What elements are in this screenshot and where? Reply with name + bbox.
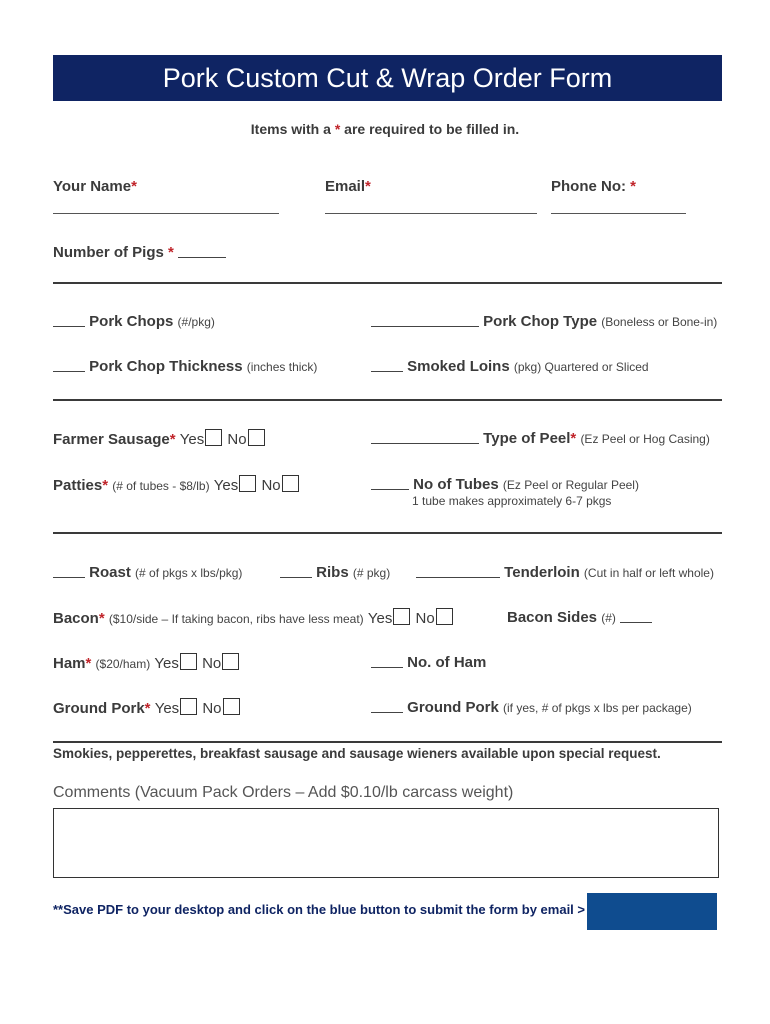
- special-request-note: Smokies, pepperettes, breakfast sausage and sausage wieners available upon special request.: [53, 746, 661, 761]
- ground-yes-checkbox[interactable]: [180, 698, 197, 715]
- divider: [53, 532, 722, 534]
- pork-chops-field[interactable]: [53, 312, 85, 327]
- ground-count-field[interactable]: [371, 698, 403, 713]
- email-label: Email*: [325, 178, 371, 195]
- peel-type-row: Type of Peel* (Ez Peel or Hog Casing): [371, 429, 710, 447]
- phone-field[interactable]: [551, 212, 686, 214]
- bacon-no-checkbox[interactable]: [436, 608, 453, 625]
- bacon-sides-row: Bacon Sides (#): [507, 608, 652, 626]
- tubes-sub-note: 1 tube makes approximately 6-7 pkgs: [412, 494, 612, 508]
- required-note: Items with a * are required to be filled in.: [250, 121, 520, 137]
- farmer-sausage-row: Farmer Sausage* Yes No: [53, 429, 266, 448]
- name-label: Your Name*: [53, 178, 137, 195]
- pigs-field[interactable]: [178, 243, 226, 258]
- divider: [53, 282, 722, 284]
- ground-no-checkbox[interactable]: [223, 698, 240, 715]
- phone-label: Phone No: *: [551, 178, 637, 195]
- ham-row: Ham* ($20/ham) Yes No: [53, 653, 240, 672]
- ground-pork-row: Ground Pork* Yes No: [53, 698, 241, 717]
- roast-row: Roast (# of pkgs x lbs/pkg): [53, 563, 242, 581]
- patties-yes-checkbox[interactable]: [239, 475, 256, 492]
- smoked-loins-row: Smoked Loins (pkg) Quartered or Sliced: [371, 357, 649, 375]
- ground-count-row: Ground Pork (if yes, # of pkgs x lbs per package): [371, 698, 692, 716]
- roast-field[interactable]: [53, 563, 85, 578]
- ribs-field[interactable]: [280, 563, 312, 578]
- tubes-row: No of Tubes (Ez Peel or Regular Peel): [371, 475, 639, 493]
- bacon-yes-checkbox[interactable]: [393, 608, 410, 625]
- tenderloin-field[interactable]: [416, 563, 500, 578]
- tubes-field[interactable]: [371, 475, 409, 490]
- comments-textarea[interactable]: [53, 808, 719, 878]
- divider: [53, 399, 722, 401]
- chop-type-field[interactable]: [371, 312, 479, 327]
- ribs-row: Ribs (# pkg): [280, 563, 390, 581]
- chop-type-row: Pork Chop Type (Boneless or Bone-in): [371, 312, 717, 330]
- pork-chops-row: Pork Chops (#/pkg): [53, 312, 215, 330]
- save-note: **Save PDF to your desktop and click on the blue button to submit the form by email >: [53, 902, 585, 917]
- form-title-banner: [53, 55, 722, 101]
- ham-no-checkbox[interactable]: [222, 653, 239, 670]
- chop-thickness-row: Pork Chop Thickness (inches thick): [53, 357, 317, 375]
- email-field[interactable]: [325, 212, 537, 214]
- form-title: Pork Custom Cut & Wrap Order Form: [162, 62, 613, 93]
- divider: [53, 741, 722, 743]
- smoked-loins-field[interactable]: [371, 357, 403, 372]
- bacon-sides-field[interactable]: [620, 608, 652, 623]
- ham-count-field[interactable]: [371, 653, 403, 668]
- patties-row: Patties* (# of tubes - $8/lb) Yes No: [53, 475, 300, 494]
- submit-button[interactable]: [587, 893, 717, 930]
- tenderloin-row: Tenderloin (Cut in half or left whole): [416, 563, 714, 581]
- patties-no-checkbox[interactable]: [282, 475, 299, 492]
- bacon-row: Bacon* ($10/side – If taking bacon, ribs have less meat) Yes No: [53, 608, 454, 627]
- peel-type-field[interactable]: [371, 429, 479, 444]
- ham-count-row: No. of Ham: [371, 653, 486, 671]
- name-field[interactable]: [53, 212, 279, 214]
- sausage-no-checkbox[interactable]: [248, 429, 265, 446]
- pigs-label: Number of Pigs *: [53, 243, 226, 261]
- chop-thickness-field[interactable]: [53, 357, 85, 372]
- sausage-yes-checkbox[interactable]: [205, 429, 222, 446]
- comments-label: Comments (Vacuum Pack Orders – Add $0.10/lb carcass weight): [53, 784, 514, 801]
- ham-yes-checkbox[interactable]: [180, 653, 197, 670]
